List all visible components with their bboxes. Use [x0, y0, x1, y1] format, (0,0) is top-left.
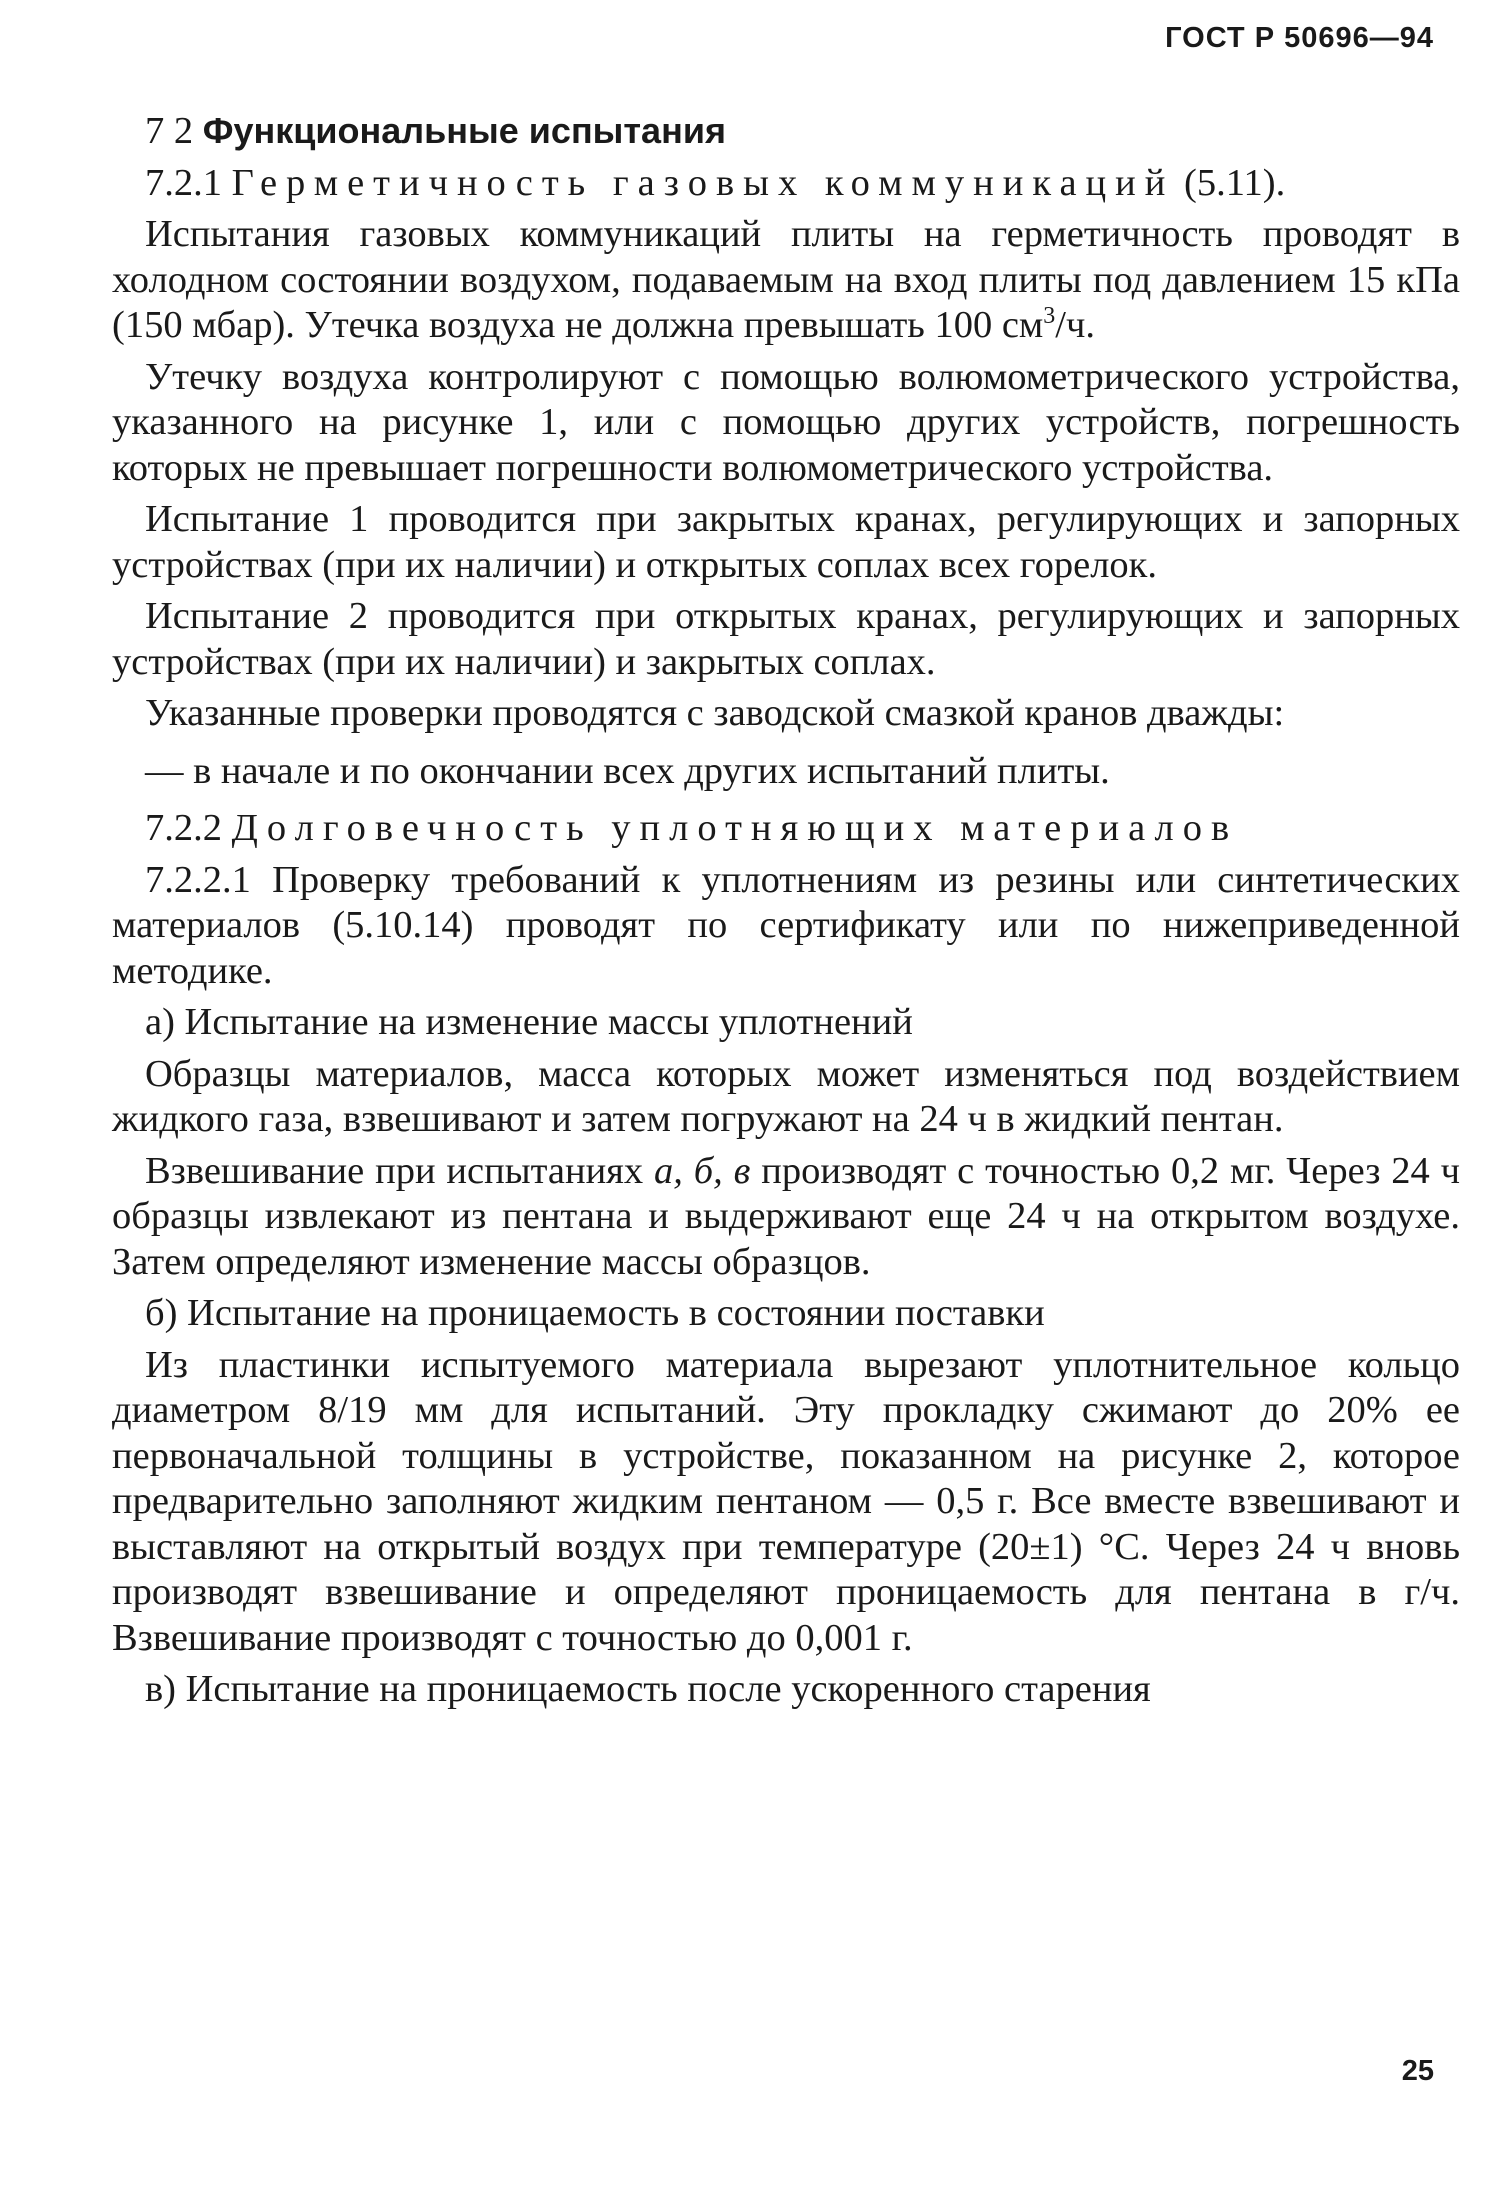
item-b-title: б) Испытание на проницаемость в состоянии поставки	[145, 1292, 1045, 1334]
section-number: 7 2	[145, 110, 194, 152]
subsection-title: Герметичность газовых коммуникаций	[231, 161, 1175, 204]
item-a-paragraph-2-start: Взвешивание при испытаниях	[145, 1149, 655, 1192]
section-heading-7-2	[112, 108, 1460, 155]
paragraph-leak-test-text: Испытания газовых коммуникаций плиты на герметичность проводят в холодном состоянии воздухом, подаваемым на вход плиты под давлением 15 кПа (150 мбар). Утечка воздуха не должна превышать 100 см	[112, 213, 1460, 346]
paragraph-leak-test-unit: /ч.	[1055, 304, 1095, 346]
item-a-paragraph-2	[112, 1149, 1460, 1286]
item-a-paragraph-2-end: производят с точностью 0,2 мг. Через 24 ч образцы извлекают из пентана и выдерживают еще 24 ч на открытом воздухе. Затем определяют изменение массы образцов.	[112, 1149, 1461, 1283]
subsection-title: Долговечность уплотняющих материалов	[231, 807, 1239, 849]
item-letters: а, б, в	[654, 1149, 751, 1192]
document-code-header: ГОСТ Р 50696—94	[1165, 22, 1434, 54]
item-b-paragraph: Из пластинки испытуемого материала вырезают уплотнительное кольцо диаметром 8/19 мм для испытаний. Эту прокладку сжимают до 20% ее первоначальной толщины в устройстве, показанном на рисунке 2, которое предварительно заполняют жидким пентаном — 0,5 г. Все вместе взвешивают и выставляют на открытый воздух при температуре (20±1) °С. Через 24 ч вновь производят взвешивание и определяют проницаемость для пентана в г/ч. Взвешивание производят с точностью до 0,001 г.	[112, 1343, 1460, 1659]
subsection-heading-7-2-2	[112, 806, 1460, 852]
paragraph-leak-control: Утечку воздуха контролируют с помощью волюмометрического устройства, указанного на рисунке 1, или с помощью других устройств, погрешность которых не превышает погрешности волюмометрического устройства.	[112, 355, 1460, 489]
section-title: Функциональные испытания	[202, 110, 726, 151]
page-body	[112, 108, 1460, 1719]
paragraph-7-2-2-1: 7.2.2.1 Проверку требований к уплотнениям из резины или синтетических материалов (5.10.14) проводят по сертификату или по нижеприведенной методике.	[112, 858, 1460, 992]
subsection-number: 7.2.1	[145, 161, 222, 204]
superscript-cube: 3	[1043, 303, 1056, 330]
subsection-number: 7.2.2	[145, 807, 222, 849]
item-a-paragraph-1: Образцы материалов, масса которых может изменяться под воздействием жидкого газа, взвешивают и затем погружают на 24 ч в жидкий пентан.	[112, 1052, 1460, 1140]
paragraph-leak-test	[112, 212, 1460, 349]
item-c-title: в) Испытание на проницаемость после ускоренного старения	[145, 1668, 1151, 1710]
item-a-title: а) Испытание на изменение массы уплотнений	[145, 1001, 913, 1043]
paragraph-dash-item: — в начале и по окончании всех других испытаний плиты.	[145, 749, 1110, 792]
paragraph-checks-twice: Указанные проверки проводятся с заводской смазкой кранов дважды:	[145, 692, 1285, 734]
subsection-reference: (5.11).	[1184, 161, 1286, 204]
page-number: 25	[1401, 2055, 1434, 2087]
subsection-heading-7-2-1	[112, 161, 1460, 207]
paragraph-test-1: Испытание 1 проводится при закрытых кранах, регулирующих и запорных устройствах (при их наличии) и открытых соплах всех горелок.	[112, 498, 1460, 586]
paragraph-test-2: Испытание 2 проводится при открытых кранах, регулирующих и запорных устройствах (при их наличии) и закрытых соплах.	[112, 595, 1460, 683]
